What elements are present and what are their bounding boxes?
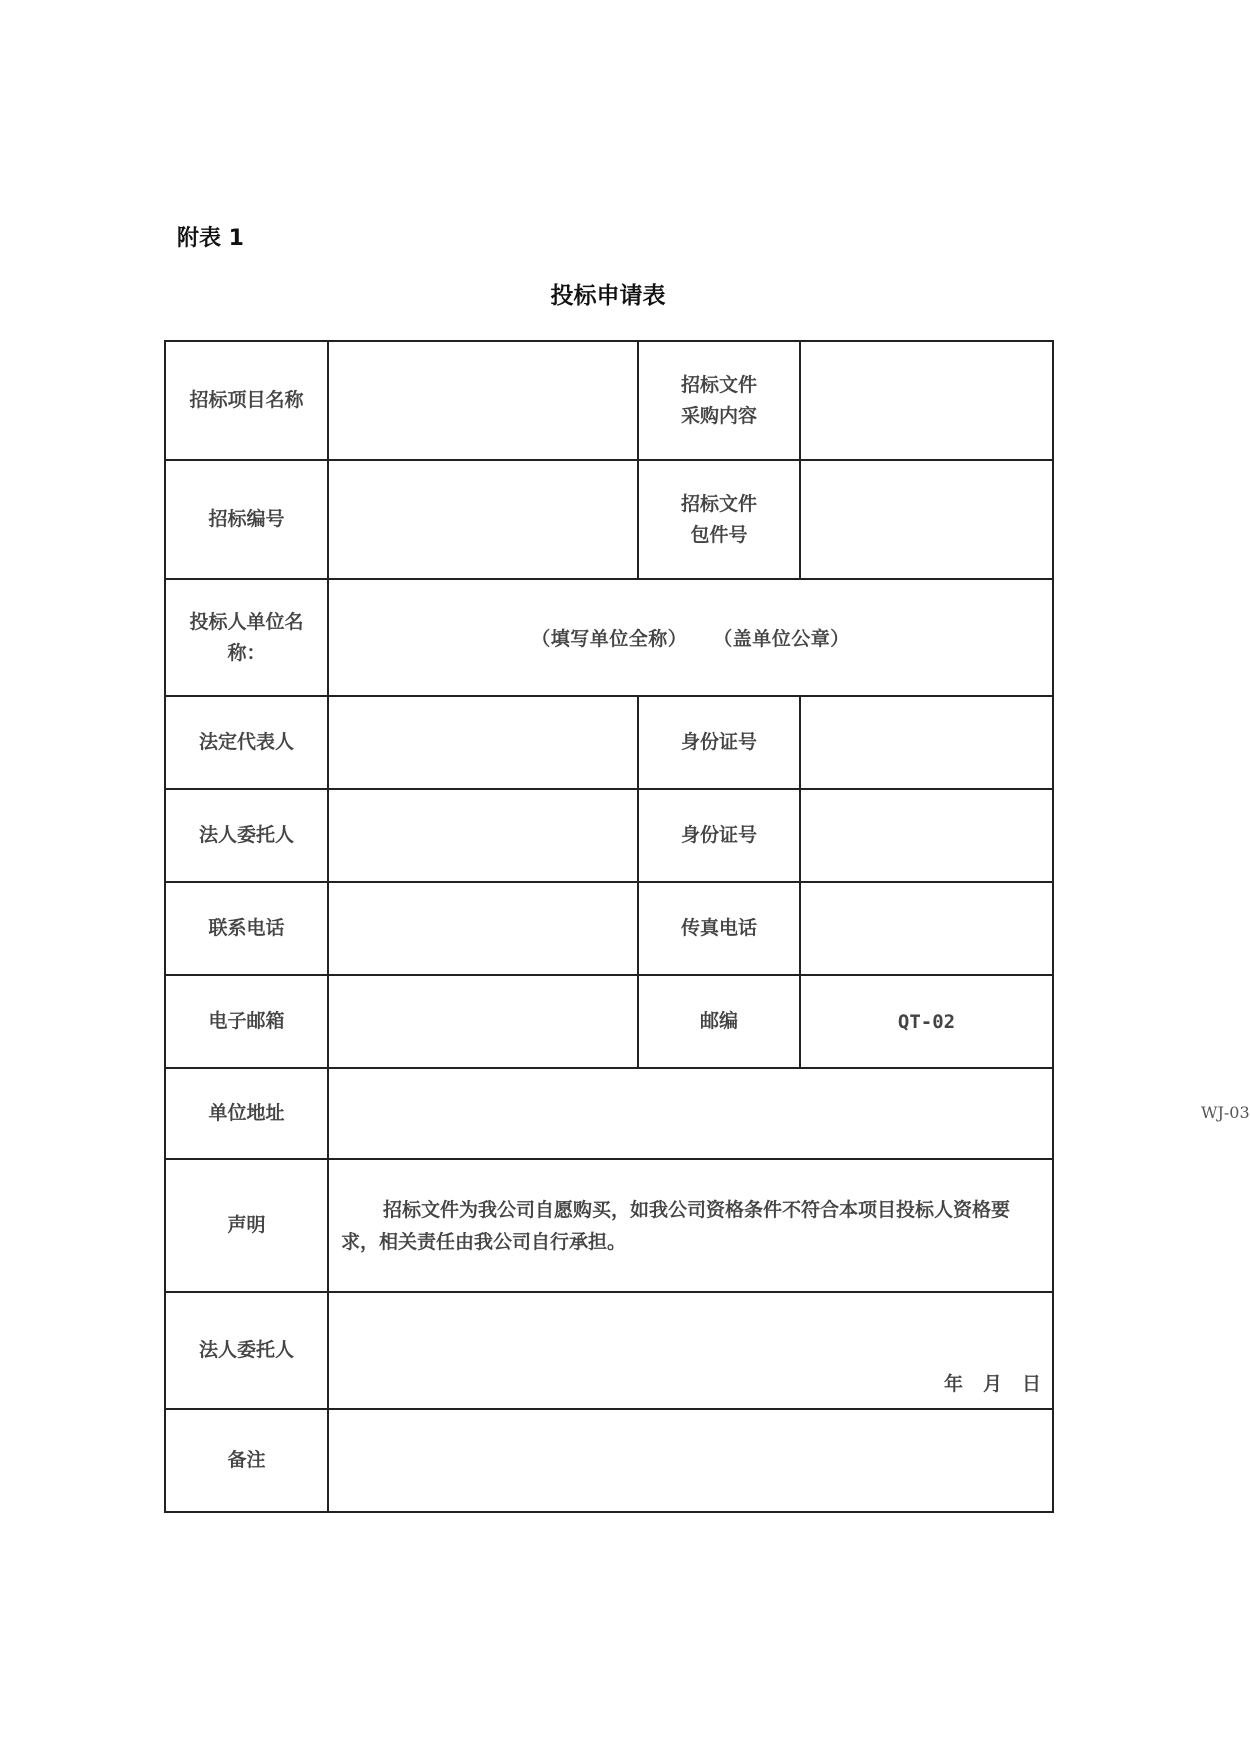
appendix-label: 附表 1 <box>177 226 244 251</box>
signature-label: 法人委托人 <box>165 1292 328 1409</box>
project-name-label: 招标项目名称 <box>165 341 328 460</box>
row-remarks <box>165 1409 1053 1512</box>
postcode-label: 邮编 <box>638 975 800 1068</box>
row-bidder-name <box>165 579 1053 696</box>
address-label: 单位地址 <box>165 1068 328 1159</box>
row-signature <box>165 1292 1053 1409</box>
legal-rep-id-field[interactable] <box>800 696 1053 789</box>
authorized-person-field[interactable] <box>328 789 638 882</box>
signature-date <box>924 1369 1041 1396</box>
statement-label: 声明 <box>165 1159 328 1292</box>
address-field[interactable] <box>328 1068 1053 1159</box>
fax-field[interactable] <box>800 882 1053 975</box>
authorized-person-label: 法人委托人 <box>165 789 328 882</box>
package-number-label: 招标文件 包件号 <box>638 460 800 579</box>
bidder-fill-hint: （填写单位全称） <box>531 628 688 650</box>
fax-label: 传真电话 <box>638 882 800 975</box>
legal-rep-field[interactable] <box>328 696 638 789</box>
statement-text: 招标文件为我公司自愿购买，如我公司资格条件不符合本项目投标人资格要求，相关责任由我公司自行承担。 <box>328 1159 1053 1292</box>
bidder-name-label: 投标人单位名 称： <box>165 579 328 696</box>
date-day: 日 <box>1021 1373 1041 1395</box>
phone-field[interactable] <box>328 882 638 975</box>
project-name-field[interactable] <box>328 341 638 460</box>
row-legal-rep <box>165 696 1053 789</box>
row-project-name <box>165 341 1053 460</box>
signature-field[interactable] <box>328 1292 1053 1409</box>
row-address <box>165 1068 1053 1159</box>
bidder-seal-hint: （盖单位公章） <box>713 628 850 650</box>
date-month: 月 <box>982 1373 1002 1395</box>
tender-number-field[interactable] <box>328 460 638 579</box>
row-authorized-person <box>165 789 1053 882</box>
tender-number-label: 招标编号 <box>165 460 328 579</box>
remarks-label: 备注 <box>165 1409 328 1512</box>
phone-label: 联系电话 <box>165 882 328 975</box>
authorized-person-id-label: 身份证号 <box>638 789 800 882</box>
purchase-content-label: 招标文件 采购内容 <box>638 341 800 460</box>
row-phone <box>165 882 1053 975</box>
form-title: 投标申请表 <box>550 283 666 309</box>
email-label: 电子邮箱 <box>165 975 328 1068</box>
authorized-person-id-field[interactable] <box>800 789 1053 882</box>
row-statement <box>165 1159 1053 1292</box>
row-email <box>165 975 1053 1068</box>
package-number-field[interactable] <box>800 460 1053 579</box>
remarks-field[interactable] <box>328 1409 1053 1512</box>
side-document-code: WJ-03 <box>1201 1103 1250 1122</box>
row-tender-number <box>165 460 1053 579</box>
date-year: 年 <box>943 1373 963 1395</box>
purchase-content-field[interactable] <box>800 341 1053 460</box>
legal-rep-label: 法定代表人 <box>165 696 328 789</box>
bid-application-form <box>164 340 1054 1513</box>
email-field[interactable] <box>328 975 638 1068</box>
postcode-field[interactable]: QT-02 <box>800 975 1053 1068</box>
legal-rep-id-label: 身份证号 <box>638 696 800 789</box>
bidder-name-field[interactable] <box>328 579 1053 696</box>
